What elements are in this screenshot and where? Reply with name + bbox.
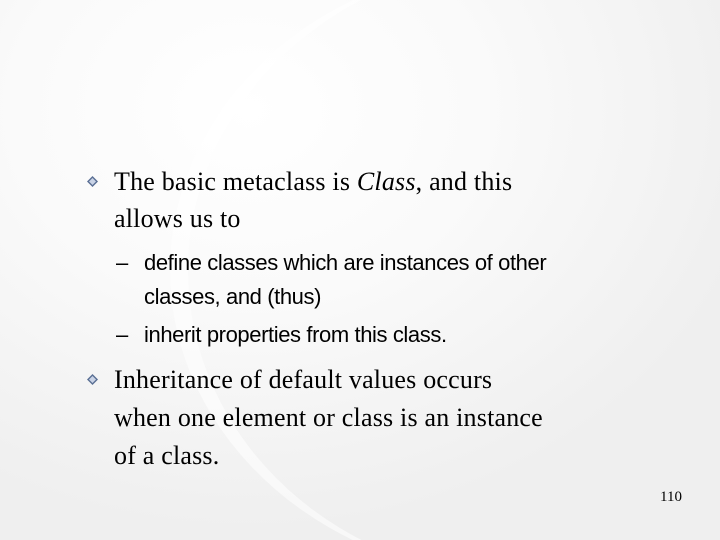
bullet-1-line-2: allows us to <box>114 204 241 233</box>
bullet-2-line-1: Inheritance of default values occurs <box>114 365 493 394</box>
sub-item-1-line-1: – define classes which are instances of other <box>116 250 547 275</box>
diamond-bullet-icon <box>87 176 98 187</box>
class-emphasis: Class <box>356 167 416 196</box>
sub-item-2-line-1: – inherit properties from this class. <box>116 322 447 347</box>
bullet-1-line-1: The basic metaclass is Class, and this <box>114 167 513 196</box>
bullet-2-line-3: of a class. <box>114 441 220 470</box>
page-number: 110 <box>660 489 682 505</box>
diamond-bullet-icon <box>87 374 98 385</box>
sub-item-1-line-2: classes, and (thus) <box>144 284 322 309</box>
bullet-2-line-2: when one element or class is an instance <box>114 403 543 432</box>
